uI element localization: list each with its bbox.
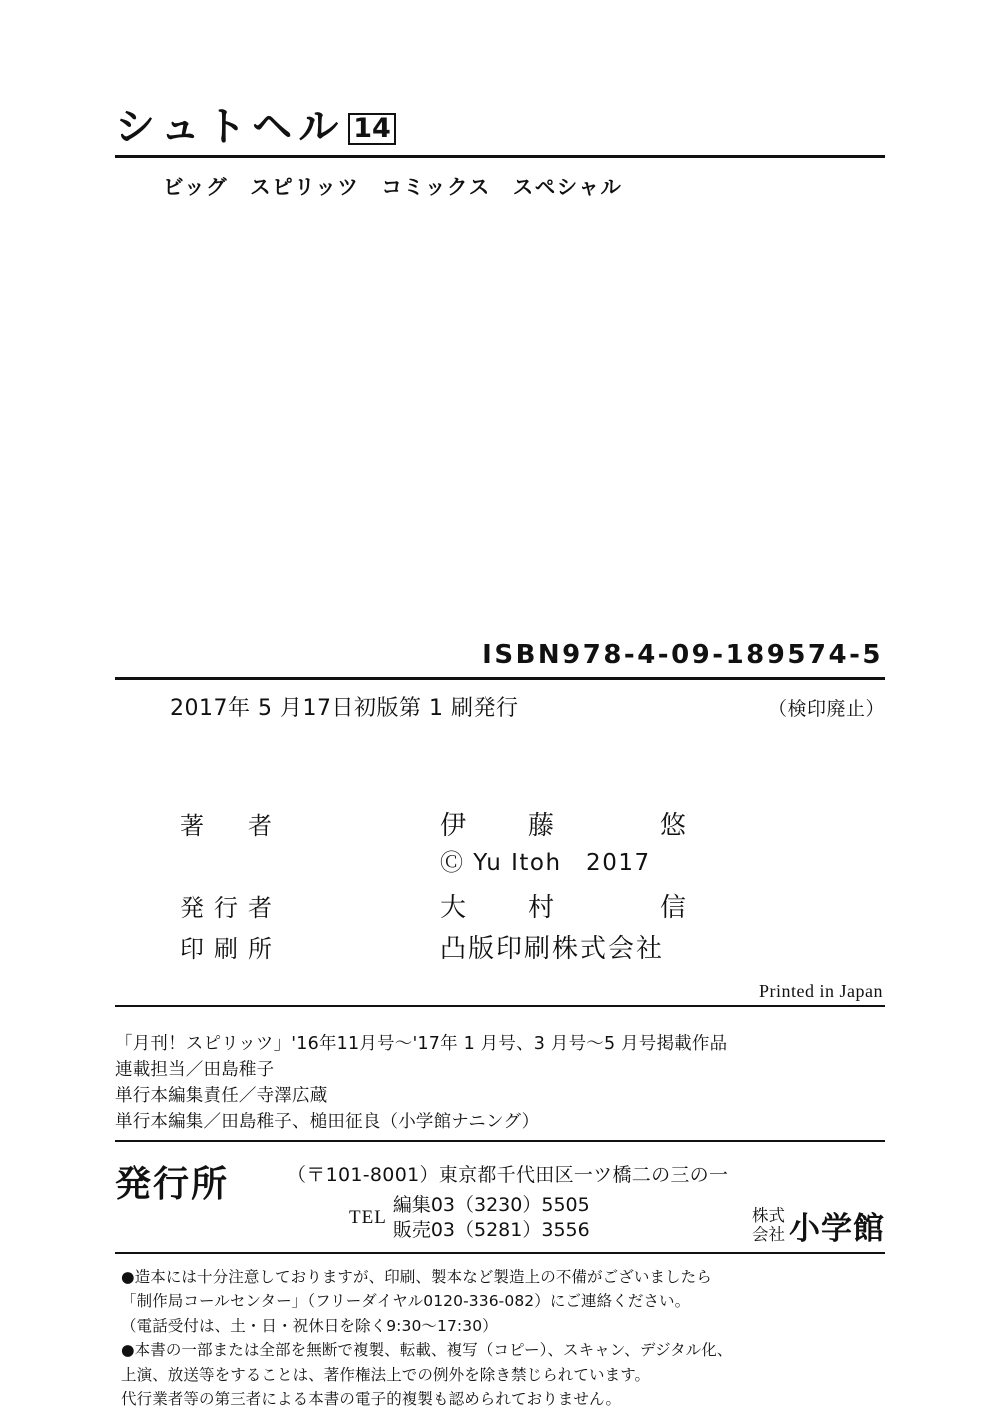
company-prefix-line-1: 株式 [752, 1206, 785, 1226]
fineprint-line-5: 上演、放送等をすることは、著作権法上での例外を除き禁じられています。 [121, 1365, 651, 1384]
publisher-inner [115, 1150, 885, 1250]
isbn-code: ISBN978-4-09-189574-5 [482, 640, 883, 670]
fineprint-line-3: （電話受付は、土・日・祝休日を除く9:30〜17:30） [121, 1316, 498, 1335]
serialization-notes [115, 1032, 885, 1136]
volume-number-box: 14 [348, 113, 396, 145]
series-title: シュトヘル [115, 104, 345, 150]
tel-numbers [393, 1193, 590, 1243]
notes-line-1: 「月刊！スピリッツ」'16年11月号〜'17年 1 月号、3 月号〜5 月号掲載作品 [115, 1034, 728, 1054]
title-line [115, 105, 885, 155]
fineprint-line-6: 代行業者等の第三者による本書の電子的複製も認められておりません。 [121, 1390, 622, 1409]
credit-row-author [115, 805, 885, 842]
company-name: 小学館 [789, 1211, 885, 1247]
fineprint-line-2: 「制作局コールセンター」（フリーダイヤル0120-336-082）にご連絡ください。 [121, 1292, 691, 1311]
publisher-top-rule [115, 1140, 885, 1142]
notes-line-3: 単行本編集責任／寺澤広蔵 [115, 1085, 328, 1106]
notes-line-2: 連載担当／田島稚子 [115, 1059, 275, 1080]
printer-name: 凸版印刷株式会社 [440, 934, 665, 964]
tel-label: TEL [349, 1207, 387, 1229]
fineprint-block [115, 1265, 891, 1412]
publication-date-row [115, 691, 885, 722]
publisher-name: 大 村 信 [440, 893, 705, 923]
title-block [115, 105, 885, 200]
publisher-contact [287, 1150, 728, 1243]
credit-row-publisher [115, 887, 885, 924]
company-name-block [752, 1203, 885, 1248]
fineprint-line-4: ●本書の一部または全部を無断で複製、転載、複写（コピー）、スキャン、デジタル化、 [121, 1341, 733, 1360]
isbn-block [115, 640, 885, 722]
publisher-block [115, 1138, 885, 1254]
kenin-note: （検印廃止） [767, 698, 885, 720]
tel-editorial: 編集03（3230）5505 [392, 1194, 590, 1216]
notes-line-4: 単行本編集／田島稚子、槌田征良（小学館ナニング） [115, 1111, 540, 1132]
company-prefix [752, 1207, 785, 1248]
printer-label: 印刷所 [180, 935, 282, 963]
imprint-subtitle: ビッグ スピリッツ コミックス スペシャル [163, 175, 623, 199]
fineprint-line-1: ●造本には十分注意しておりますが、印刷、製本など製造上の不備がございましたら [121, 1268, 712, 1286]
company-prefix-line-2: 会社 [752, 1225, 785, 1245]
publisher-address: （〒101-8001）東京都千代田区一ツ橋二の三の一 [287, 1164, 729, 1186]
telephone-block [287, 1193, 728, 1243]
credit-row-printer [115, 928, 885, 965]
printed-in-japan: Printed in Japan [759, 981, 883, 1001]
copyright-line: Ⓒ Yu Itoh 2017 [440, 850, 651, 876]
publisher-label: 発行者 [180, 894, 282, 922]
author-label: 著 者 [180, 812, 282, 840]
tel-sales: 販売03（5281）3556 [392, 1219, 590, 1242]
credits-block [115, 805, 885, 1007]
author-name: 伊 藤 悠 [440, 811, 705, 841]
publication-date: 2017年 5 月17日初版第 1 刷発行 [170, 696, 519, 721]
credits-rule [115, 1005, 885, 1007]
publisher-label-heading: 発行所 [115, 1164, 230, 1205]
title-rule [115, 155, 885, 158]
publisher-bottom-rule [115, 1252, 885, 1254]
isbn-rule [115, 677, 885, 680]
